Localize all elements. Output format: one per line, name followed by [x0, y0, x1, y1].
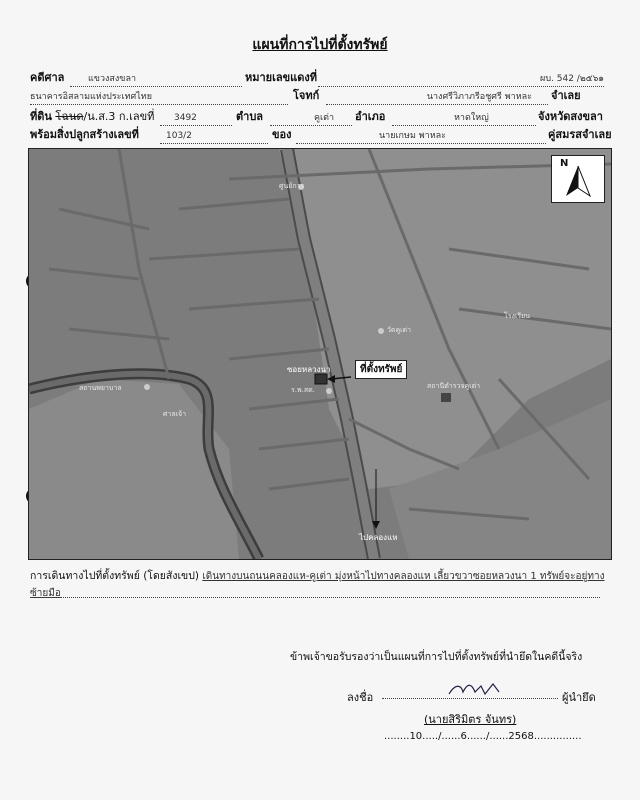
signature-icon [445, 680, 505, 700]
sign-label: ลงชื่อ [347, 691, 374, 704]
place-label: โรงเรียน [504, 312, 530, 320]
defendant-label: จำเลย [551, 89, 581, 102]
plaintiff-label: โจทก์ [293, 89, 320, 102]
route-dotted-line [30, 596, 600, 598]
soi-label: ซอยหลวงนา [287, 365, 331, 374]
amphoe-value: หาดใหญ่ [392, 110, 536, 126]
place-label: ศูนย์การ [279, 182, 305, 190]
case-number-value: ผบ. 542 /๒๕๖๑ [318, 71, 604, 87]
place-label: ศาลเจ้า [163, 410, 187, 418]
land-label: ที่ดิน โฉนด/น.ส.3 ก.เลขที่ [30, 110, 155, 123]
signer-role: ผู้นำยึด [562, 691, 596, 704]
certification-text: ข้าพเจ้าขอรับรองว่าเป็นแผนที่การไปที่ตั้งทรัพย์ที่นำยึดในคดีนี้จริง [290, 651, 583, 663]
land-number: 3492 [160, 110, 232, 126]
case-number-label: หมายเลขแดงที่ [245, 71, 317, 84]
route-text: เดินทางบนถนนคลองแห-คูเต่า มุ่งหน้าไปทางคลองแห เลี้ยวขวาซอยหลวงนา 1 ทรัพย์จะอยู่ทางซ้ายมือ [30, 571, 605, 599]
north-indicator [551, 155, 605, 203]
direction-label: ไปคลองแห [359, 533, 398, 542]
north-arrow-icon [552, 156, 604, 202]
location-map[interactable] [28, 148, 612, 560]
defendant-value: นางศรีวิภาภรีอชูศรี พาหละ [326, 89, 548, 105]
place-label: ร.พ.สต. [291, 386, 315, 394]
tambon-value: คูเต่า [270, 110, 352, 126]
province-label: จังหวัดสงขลา [538, 110, 603, 123]
building-label: พร้อมสิ่งปลูกสร้างเลขที่ [30, 128, 139, 141]
place-label: สถานพยาบาล [79, 384, 122, 392]
amphoe-label: อำเภอ [355, 110, 386, 123]
owner-label: ของ [272, 128, 292, 141]
court-label: คดีศาล [30, 71, 65, 84]
police-station-label: สถานีตำรวจคูเต่า [427, 382, 481, 390]
tambon-label: ตำบล [236, 110, 264, 123]
north-letter: N [560, 158, 569, 169]
plaintiff-value: ธนาคารอิสลามแห่งประเทศไทย [30, 89, 288, 105]
place-label: วัดคูเต่า [387, 326, 412, 334]
sign-date: ........10...../......6....../......2568............... [384, 731, 582, 742]
page-title: แผนที่การไปที่ตั้งทรัพย์ [252, 37, 388, 53]
property-location-tag: ที่ตั้งทรัพย์ [355, 360, 407, 379]
route-label: การเดินทางไปที่ตั้งทรัพย์ (โดยสังเขป) [30, 570, 199, 582]
building-number: 103/2 [160, 128, 268, 144]
spouse-label: คู่สมรสจำเลย [548, 128, 612, 141]
signer-name: (นายสิริมิตร จันทร) [424, 713, 517, 726]
court-value: แขวงสงขลา [70, 71, 242, 87]
map-canvas [29, 149, 611, 559]
owner-value: นายเกษม พาหละ [296, 128, 546, 144]
